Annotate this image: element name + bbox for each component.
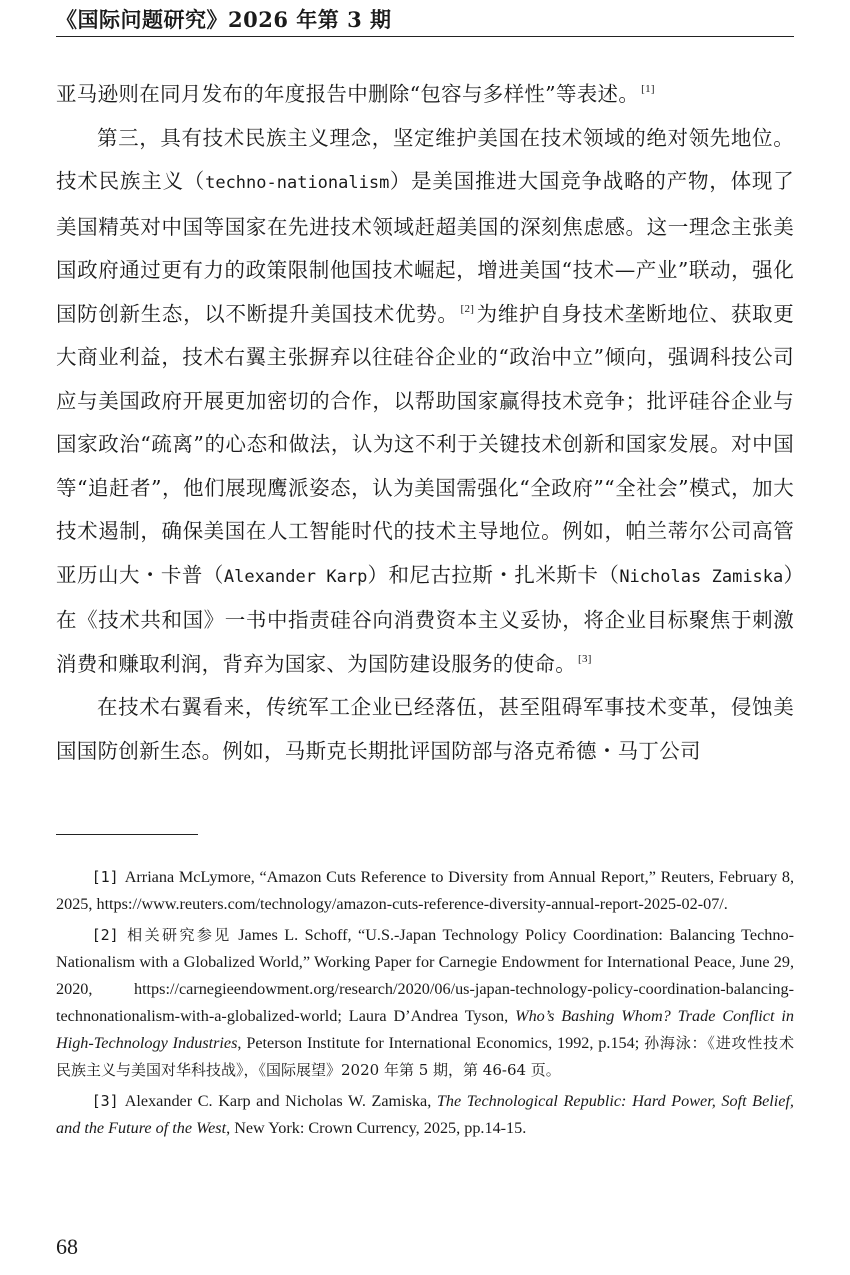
paragraph-text: 亚马逊则在同月发布的年度报告中删除“包容与多样性”等表述。 bbox=[56, 82, 640, 106]
footnote-1 bbox=[56, 864, 794, 918]
footnote-mark: [2] bbox=[91, 926, 119, 944]
footnote-ref-1[interactable]: [1] bbox=[641, 83, 655, 95]
paragraph-text: 在技术右翼看来，传统军工企业已经落伍，甚至阻碍军事技术变革，侵蚀美国国防创新生态。例如，马斯克长期批评国防部与洛克希德・马丁公司 bbox=[56, 695, 794, 763]
footnote-text: Arriana McLymore, “Amazon Cuts Reference to Diversity from Annual Report,” Reuters, February 8, 2025, https://www.reuters.com/technology/amazon-cuts-reference-diversity-annual-report-2025-02-07/. bbox=[56, 868, 794, 913]
footnote-ref-2[interactable]: [2] bbox=[460, 302, 475, 315]
body-text bbox=[56, 73, 794, 773]
footnote-text: 孙海泳：《进攻性技术民族主义与美国对华科技战》，《国际展望》2020 年第 5 期，第 46-64 页。 bbox=[56, 1034, 794, 1079]
paragraph-continued bbox=[56, 73, 794, 117]
footnote-2 bbox=[56, 922, 794, 1084]
paragraph-text: ）和尼古拉斯・扎米斯卡（ bbox=[367, 562, 620, 587]
footnote-ref-3[interactable]: [3] bbox=[578, 652, 592, 665]
name-nicholas-zamiska: Nicholas Zamiska bbox=[619, 566, 784, 587]
footnote-text: , Peterson Institute for International Economics, 1992, p.154; bbox=[237, 1034, 645, 1052]
book-title: The Technological Republic: Hard Power, Soft Belief, and the Future of the West bbox=[56, 1092, 794, 1137]
paragraph-text: ）在《技术共和国》一书中指责硅谷向消费资本主义妥协，将企业目标聚焦于刺激消费和赚取利润，背弃为国家、为国防建设服务的使命。 bbox=[56, 562, 794, 676]
paragraph-technonationalism bbox=[56, 117, 794, 687]
footnote-text: , New York: Crown Currency, 2025, pp.14-15. bbox=[226, 1119, 527, 1137]
name-alexander-karp: Alexander Karp bbox=[223, 566, 368, 587]
running-header-journal-title: 《国际问题研究》2026 年第 3 期 bbox=[56, 7, 392, 32]
page-number: 68 bbox=[56, 1234, 78, 1259]
footnote-text: James L. Schoff, “U.S.-Japan Technology Policy Coordination: Balancing Techno-Nationalism with a Globalized World,” Working Paper for Carnegie Endowment for International Peace, June 29, 2020, https://carnegieendowment.org/research/2020/06/us-japan-technology-policy-coordination-balancing-technonationalism-with-a-globalized-world; Laura D’Andrea Tyson, bbox=[56, 926, 794, 1025]
footnote-text: 相关研究参见 bbox=[124, 926, 232, 944]
header-rule bbox=[56, 36, 794, 37]
footnote-3 bbox=[56, 1088, 794, 1142]
footnotes bbox=[56, 864, 794, 1146]
book-title: Who’s Bashing Whom? Trade Conflict in High-Technology Industries bbox=[56, 1007, 794, 1052]
paragraph-text: ）是美国推进大国竞争战略的产物，体现了美国精英对中国等国家在先进技术领域赶超美国的深刻焦虑感。这一理念主张美国政府通过更有力的政策限制他国技术崛起，增进美国“技术—产业”联动，强化国防创新生态，以不断提升美国技术优势。 bbox=[56, 169, 794, 326]
paragraph-text: 为维护自身技术垄断地位、获取更大商业利益，技术右翼主张摒弃以往硅谷企业的“政治中立”倾向，强调科技公司应与美国政府开展更加密切的合作，以帮助国家赢得技术竞争；批评硅谷企业与国家政治“疏离”的心态和做法，认为这不利于关键技术创新和国家发展。对中国等“追赶者”，他们展现鹰派姿态，认为美国需强化“全政府”“全社会”模式，加大技术遏制，确保美国在人工智能时代的技术主导地位。例如，帕兰蒂尔公司高管亚历山大・卡普（ bbox=[56, 301, 794, 587]
paragraph-text: 第三，具有技术民族主义理念，坚定维护美国在技术领域的绝对领先地位。技术民族主义（ bbox=[56, 125, 794, 193]
term-techno-nationalism: techno-nationalism bbox=[205, 173, 390, 193]
footnote-separator bbox=[56, 834, 198, 835]
paragraph-defense-industry bbox=[56, 686, 794, 773]
footnote-mark: [1] bbox=[91, 868, 119, 886]
footnote-mark: [3] bbox=[91, 1092, 119, 1110]
footnote-text: Alexander C. Karp and Nicholas W. Zamiska, bbox=[124, 1092, 437, 1110]
